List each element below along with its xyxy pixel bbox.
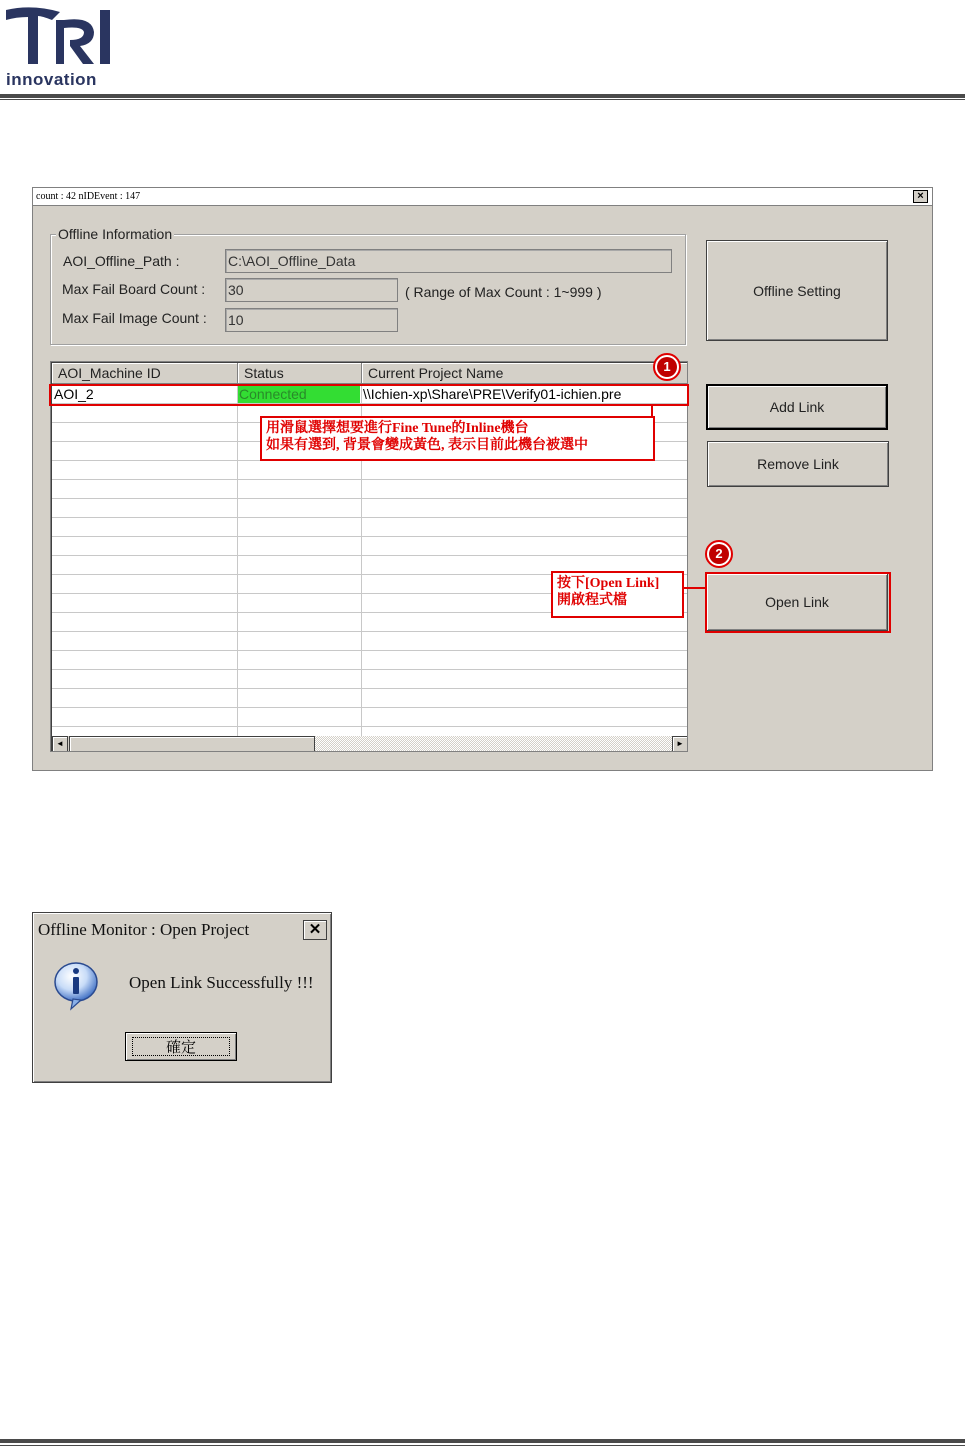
column-header-status[interactable]: Status xyxy=(238,363,362,384)
step-2-number: 2 xyxy=(709,544,729,564)
header-divider xyxy=(0,94,965,98)
header-divider-thin xyxy=(0,99,965,100)
step-2-note xyxy=(551,571,684,618)
offline-setting-button[interactable]: Offline Setting xyxy=(706,240,888,341)
scroll-right-button[interactable]: ► xyxy=(672,736,688,752)
footer-divider xyxy=(0,1439,965,1443)
step-1-line-1: 用滑鼠選擇想要進行Fine Tune的Inline機台 xyxy=(266,421,529,436)
step-1-note xyxy=(260,416,655,461)
footer-divider-thin xyxy=(0,1445,965,1446)
project-name-cell: \\Ichien-xp\Share\PRE\Verify01-ichien.pre xyxy=(363,386,622,402)
step-2-marker xyxy=(705,540,733,568)
dialog-message: Open Link Successfully !!! xyxy=(129,973,314,992)
scroll-track[interactable] xyxy=(315,736,672,752)
max-board-label: Max Fail Board Count : xyxy=(62,281,206,297)
step-1-marker xyxy=(653,353,681,381)
grid-line xyxy=(52,726,688,727)
window-titlebar[interactable] xyxy=(33,188,932,206)
offline-path-field[interactable]: C:\AOI_Offline_Data xyxy=(225,249,672,273)
remove-link-button[interactable]: Remove Link xyxy=(707,441,889,487)
step-1-line-2: 如果有選到, 背景會變成黃色, 表示目前此機台被選中 xyxy=(266,438,588,453)
open-link-highlight xyxy=(705,572,891,633)
grid-line xyxy=(52,650,688,651)
path-label: AOI_Offline_Path : xyxy=(63,253,180,269)
close-button[interactable]: × xyxy=(913,190,928,203)
ok-button[interactable] xyxy=(125,1032,237,1061)
grid-line xyxy=(52,517,688,518)
open-link-button[interactable]: Open Link xyxy=(706,573,888,631)
column-header-machine-id[interactable]: AOI_Machine ID xyxy=(52,363,238,384)
annotation-connector xyxy=(651,406,653,416)
dialog-title: Offline Monitor : Open Project xyxy=(38,920,250,939)
step-2-line-2: 開啟程式檔 xyxy=(557,593,627,608)
machine-id-cell: AOI_2 xyxy=(54,386,94,402)
dialog-close-button[interactable]: ✕ xyxy=(303,920,327,940)
range-note: ( Range of Max Count : 1~999 ) xyxy=(405,284,602,300)
grid-line xyxy=(52,669,688,670)
grid-line xyxy=(52,479,688,480)
max-fail-image-field[interactable]: 10 xyxy=(225,308,398,332)
grid-line xyxy=(52,707,688,708)
step-2-line-1: 按下[Open Link] xyxy=(557,576,660,591)
max-image-label: Max Fail Image Count : xyxy=(62,310,207,326)
logo-subtitle: innovation xyxy=(6,70,97,89)
column-header-project-name[interactable]: Current Project Name xyxy=(362,363,688,384)
info-icon xyxy=(51,959,103,1011)
dialog-titlebar[interactable] xyxy=(36,916,328,942)
window-title: count : 42 nIDEvent : 147 xyxy=(36,191,141,202)
tri-logo xyxy=(2,6,120,68)
grid-line xyxy=(52,498,688,499)
step-1-number: 1 xyxy=(657,357,677,377)
status-cell: Connected xyxy=(238,385,360,403)
offline-monitor-window xyxy=(32,187,933,771)
ok-button-label: 確定 xyxy=(132,1037,230,1056)
column-divider xyxy=(237,384,238,740)
scroll-thumb[interactable] xyxy=(69,736,315,752)
grid-line xyxy=(52,536,688,537)
grid-line xyxy=(52,688,688,689)
scroll-left-button[interactable]: ◄ xyxy=(52,736,68,752)
open-project-dialog xyxy=(32,912,332,1083)
max-fail-board-field[interactable]: 30 xyxy=(225,278,398,302)
annotation-connector xyxy=(682,587,706,589)
grid-line xyxy=(52,555,688,556)
group-title: Offline Information xyxy=(58,226,173,242)
add-link-button[interactable]: Add Link xyxy=(706,384,888,430)
selected-row-highlight xyxy=(49,384,689,406)
horizontal-scrollbar[interactable] xyxy=(52,736,688,752)
grid-line xyxy=(52,631,688,632)
